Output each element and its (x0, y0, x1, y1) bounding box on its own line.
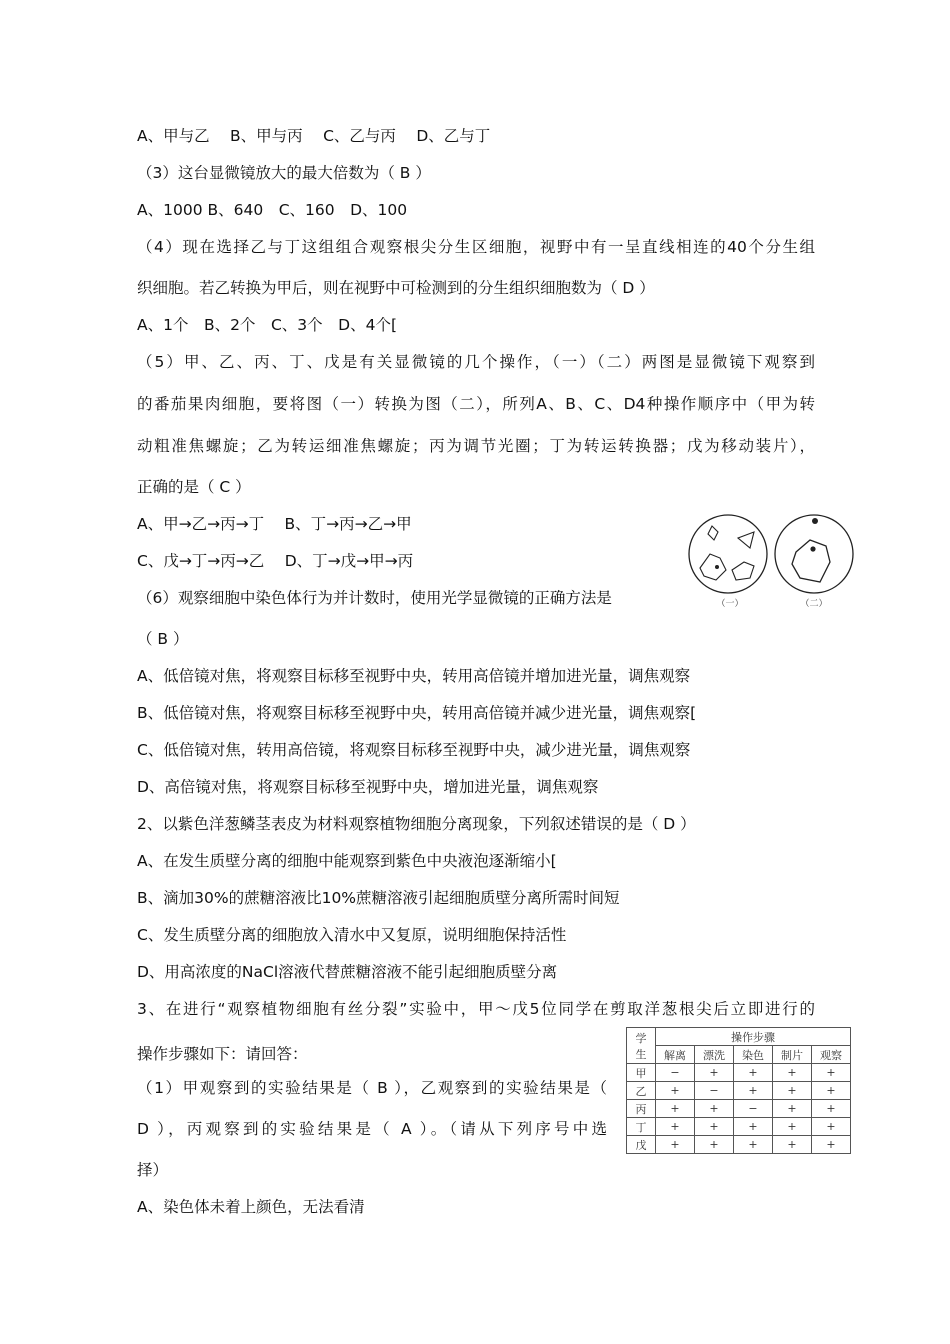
text-line: 择） (137, 1161, 169, 1179)
text-line: 织细胞。若乙转换为甲后，则在视野中可检测到的分生组织细胞数为（ D ） (137, 279, 655, 297)
text-line: A、1个 B、2个 C、3个 D、4个[ (137, 316, 397, 334)
row-label: 丙 (627, 1100, 656, 1118)
row-label: 戊 (627, 1136, 656, 1154)
table-cell: + (656, 1100, 695, 1118)
table-cell: + (812, 1136, 851, 1154)
text-line: 操作步骤如下：请回答： (137, 1045, 308, 1063)
text-line: （5）甲、乙、丙、丁、戊是有关显微镜的几个操作，（一）（二）两图是显微镜下观察到 (137, 353, 815, 371)
text-line: （6）观察细胞中染色体行为并计数时，使用光学显微镜的正确方法是 (137, 589, 612, 607)
table-cell: + (773, 1100, 812, 1118)
column-header: 染色 (734, 1046, 773, 1064)
table-cell: + (812, 1082, 851, 1100)
figure-label-one: （一） (716, 599, 744, 609)
text-line: 3、在进行“观察植物细胞有丝分裂”实验中，甲～戊5位同学在剪取洋葱根尖后立即进行的 (137, 1000, 815, 1018)
text-line: （ B ） (137, 630, 189, 648)
table-row (627, 1100, 851, 1118)
text-line: A、染色体未着上颜色，无法看清 (137, 1198, 365, 1216)
text-line: D ），丙观察到的实验结果是（ A ）。（请从下列序号中选 (137, 1120, 607, 1138)
figure-label-two: （二） (800, 599, 828, 609)
text-line: 动粗准焦螺旋；乙为转运细准焦螺旋；丙为调节光圈；丁为转运转换器；戊为移动装片）， (137, 437, 815, 455)
table-cell: − (656, 1064, 695, 1082)
table-cell: + (734, 1118, 773, 1136)
row-label: 甲 (627, 1064, 656, 1082)
text-line: A、甲与乙 B、甲与丙 C、乙与丙 D、乙与丁 (137, 127, 491, 145)
text-line: A、1000 B、640 C、160 D、100 (137, 201, 408, 219)
table-cell: + (734, 1064, 773, 1082)
column-header: 观察 (812, 1046, 851, 1064)
table-cell: + (734, 1082, 773, 1100)
text-line: A、甲→乙→丙→丁 B、丁→丙→乙→甲 (137, 515, 412, 533)
text-line: （4）现在选择乙与丁这组组合观察根尖分生区细胞，视野中有一呈直线相连的40个分生组 (137, 238, 815, 256)
table-cell: + (773, 1136, 812, 1154)
table-cell: + (812, 1100, 851, 1118)
text-line: 2、以紫色洋葱鳞茎表皮为材料观察植物细胞分离现象，下列叙述错误的是（ D ） (137, 815, 696, 833)
table-row (627, 1082, 851, 1100)
student-header-bottom: 生 (635, 1047, 647, 1061)
column-header: 漂洗 (695, 1046, 734, 1064)
text-line: B、滴加30%的蔗糖溶液比10%蔗糖溶液引起细胞质壁分离所需时间短 (137, 889, 620, 907)
table-row (627, 1118, 851, 1136)
table-cell: + (695, 1100, 734, 1118)
table-cell: + (656, 1136, 695, 1154)
text-line: C、戊→丁→丙→乙 D、丁→戊→甲→丙 (137, 552, 414, 570)
table-cell: − (734, 1100, 773, 1118)
table-row (627, 1136, 851, 1154)
row-label: 乙 (627, 1082, 656, 1100)
text-line: （3）这台显微镜放大的最大倍数为（ B ） (137, 164, 431, 182)
table-cell: + (773, 1118, 812, 1136)
table-cell: + (773, 1064, 812, 1082)
text-line: D、用高浓度的NaCl溶液代替蔗糖溶液不能引起细胞质壁分离 (137, 963, 558, 981)
table-cell: + (773, 1082, 812, 1100)
table-cell: + (812, 1118, 851, 1136)
table-cell: + (695, 1136, 734, 1154)
operation-steps-table (626, 1027, 851, 1154)
steps-header: 操作步骤 (656, 1028, 851, 1046)
text-line: A、在发生质壁分离的细胞中能观察到紫色中央液泡逐渐缩小[ (137, 852, 557, 870)
table-cell: + (695, 1064, 734, 1082)
table-cell: + (734, 1136, 773, 1154)
view-one (689, 515, 767, 593)
column-header: 解离 (656, 1046, 695, 1064)
text-line: 的番茄果肉细胞，要将图（一）转换为图（二），所列A、B、C、D4种操作顺序中（甲为转 (137, 395, 815, 413)
table-cell: + (656, 1082, 695, 1100)
text-line: C、发生质壁分离的细胞放入清水中又复原，说明细胞保持活性 (137, 926, 567, 944)
text-line: A、低倍镜对焦，将观察目标移至视野中央，转用高倍镜并增加进光量，调焦观察 (137, 667, 691, 685)
table-cell: + (812, 1064, 851, 1082)
student-header-top: 学 (635, 1031, 647, 1045)
view-two (775, 515, 853, 593)
text-line: 正确的是（ C ） (137, 478, 251, 496)
microscope-views-figure (688, 512, 858, 612)
column-header: 制片 (773, 1046, 812, 1064)
table-cell: − (695, 1082, 734, 1100)
table-row (627, 1064, 851, 1082)
table-cell: + (695, 1118, 734, 1136)
table-cell: + (656, 1118, 695, 1136)
text-line: C、低倍镜对焦，转用高倍镜，将观察目标移至视野中央，减少进光量，调焦观察 (137, 741, 691, 759)
text-line: （1）甲观察到的实验结果是（ B ），乙观察到的实验结果是（ (137, 1079, 607, 1097)
text-line: D、高倍镜对焦，将观察目标移至视野中央，增加进光量，调焦观察 (137, 778, 599, 796)
text-line: B、低倍镜对焦，将观察目标移至视野中央，转用高倍镜并减少进光量，调焦观察[ (137, 704, 697, 722)
row-label: 丁 (627, 1118, 656, 1136)
student-header (627, 1028, 656, 1064)
